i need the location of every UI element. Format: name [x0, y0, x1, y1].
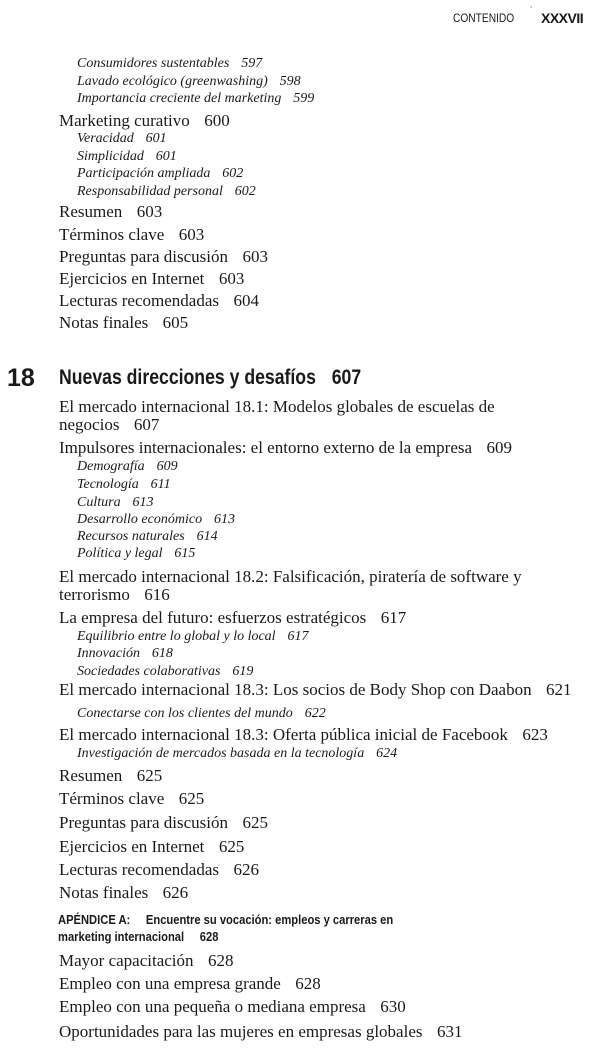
toc-entry — [59, 415, 159, 435]
entry-page: 601 — [155, 148, 177, 164]
toc-entry — [59, 608, 406, 628]
toc-subentry — [77, 130, 167, 147]
entry-page: 622 — [304, 705, 326, 721]
toc-entry — [59, 860, 259, 880]
toc-subentry — [77, 476, 171, 493]
entry-page: 613 — [213, 511, 235, 527]
entry-page: 623 — [522, 725, 548, 744]
entry-page: 626 — [233, 860, 259, 879]
toc-entry — [59, 291, 259, 311]
entry-title: Demografía — [77, 458, 145, 474]
toc-entry — [59, 766, 162, 786]
entry-title: Lavado ecológico (greenwashing) — [77, 73, 268, 89]
entry-title: Cultura — [77, 494, 121, 510]
running-header-section: CONTENIDO — [453, 11, 515, 25]
entry-title: Oportunidades para las mujeres en empresas globales — [59, 1022, 423, 1041]
entry-title: Sociedades colaborativas — [77, 663, 221, 679]
entry-page: 617 — [287, 628, 309, 644]
entry-page: 614 — [196, 528, 218, 544]
toc-entry — [59, 438, 512, 458]
entry-page: 613 — [132, 494, 154, 510]
entry-title: Responsabilidad personal — [77, 183, 223, 199]
entry-title: Simplicidad — [77, 148, 144, 164]
entry-page: 603 — [242, 247, 268, 266]
chapter-page: 607 — [331, 366, 362, 389]
appendix-heading — [58, 912, 393, 928]
toc-entry — [59, 225, 204, 245]
entry-title: El mercado internacional 18.3: Oferta pública inicial de Facebook — [59, 725, 508, 744]
toc-entry — [59, 725, 548, 745]
entry-title: Equilibrio entre lo global y lo local — [77, 628, 276, 644]
toc-entry — [59, 883, 188, 903]
entry-page: 611 — [150, 476, 171, 492]
entry-title: Términos clave — [59, 789, 165, 808]
toc-subentry — [77, 705, 326, 722]
entry-page: 625 — [242, 813, 268, 832]
entry-page: 625 — [178, 789, 205, 808]
entry-page: 628 — [207, 951, 234, 970]
entry-title: Tecnología — [77, 476, 139, 492]
entry-page: 600 — [204, 111, 230, 130]
entry-page: 603 — [218, 269, 245, 288]
entry-page: 601 — [145, 130, 167, 146]
entry-page: 615 — [174, 545, 196, 561]
appendix-heading-line2 — [58, 929, 218, 945]
entry-page: 607 — [133, 415, 160, 434]
toc-subentry — [77, 183, 256, 200]
entry-title: Notas finales — [59, 313, 149, 332]
entry-page: 621 — [546, 680, 572, 699]
entry-title: Investigación de mercados basada en la tecnología — [77, 745, 365, 761]
entry-page: 624 — [376, 745, 398, 761]
entry-title: terrorismo — [59, 585, 130, 604]
toc-subentry — [77, 73, 301, 90]
entry-title: Notas finales — [59, 883, 149, 902]
entry-title: Lecturas recomendadas — [59, 860, 219, 879]
toc-subentry — [77, 148, 177, 165]
entry-title: El mercado internacional 18.3: Los socios de Body Shop con Daabon — [59, 680, 532, 699]
entry-title: Conectarse con los clientes del mundo — [77, 705, 293, 721]
entry-page: 603 — [136, 202, 163, 221]
entry-page: 616 — [144, 585, 170, 604]
toc-entry — [59, 974, 321, 994]
entry-page: 626 — [162, 883, 189, 902]
toc-subentry — [77, 663, 253, 680]
toc-subentry — [77, 528, 218, 545]
entry-title: Desarrollo económico — [77, 511, 203, 527]
entry-title: Preguntas para discusión — [59, 247, 229, 266]
entry-title: Veracidad — [77, 130, 134, 146]
toc-entry — [59, 680, 572, 700]
toc-subentry — [77, 511, 235, 528]
entry-page: 602 — [234, 183, 256, 199]
entry-page: 604 — [233, 291, 259, 310]
toc-entry — [59, 789, 204, 809]
entry-title: negocios — [59, 415, 120, 434]
entry-title: El mercado internacional 18.1: Modelos globales de escuelas de — [59, 397, 495, 416]
toc-entry — [59, 269, 244, 289]
entry-page: 603 — [178, 225, 205, 244]
toc-entry — [59, 313, 188, 333]
toc-subentry — [77, 55, 262, 72]
toc-entry — [59, 997, 406, 1017]
chapter-number: 18 — [7, 364, 35, 392]
entry-title: Resumen — [59, 766, 123, 785]
toc-subentry — [77, 545, 195, 562]
entry-title: Marketing curativo — [59, 111, 190, 130]
entry-page: 609 — [156, 458, 178, 474]
entry-page: 631 — [436, 1022, 463, 1041]
toc-entry — [59, 813, 268, 833]
toc-entry — [59, 397, 495, 417]
entry-page: 625 — [218, 837, 245, 856]
toc-entry — [59, 837, 244, 857]
entry-page: 599 — [293, 90, 315, 106]
entry-page: 609 — [486, 438, 512, 457]
appendix-title-line2: marketing internacional — [58, 929, 185, 944]
toc-entry — [59, 202, 162, 222]
entry-title: Impulsores internacionales: el entorno externo de la empresa — [59, 438, 473, 457]
appendix-title-line1: Encuentre su vocación: empleos y carreras en — [145, 912, 394, 927]
entry-page: 597 — [241, 55, 263, 71]
toc-subentry — [77, 628, 308, 645]
entry-title: Consumidores sustentables — [77, 55, 230, 71]
entry-title: La empresa del futuro: esfuerzos estratégicos — [59, 608, 367, 627]
entry-title: Empleo con una empresa grande — [59, 974, 281, 993]
entry-title: Mayor capacitación — [59, 951, 194, 970]
entry-title: Lecturas recomendadas — [59, 291, 219, 310]
entry-title: Importancia creciente del marketing — [77, 90, 282, 106]
entry-title: Participación ampliada — [77, 165, 211, 181]
toc-entry — [59, 247, 268, 267]
toc-entry — [59, 567, 522, 587]
entry-page: 617 — [380, 608, 407, 627]
entry-title: Recursos naturales — [77, 528, 185, 544]
entry-title: Empleo con una pequeña o mediana empresa — [59, 997, 366, 1016]
toc-subentry — [77, 90, 314, 107]
toc-subentry — [77, 745, 397, 762]
toc-entry — [59, 111, 230, 131]
entry-page: 625 — [136, 766, 163, 785]
entry-title: Términos clave — [59, 225, 165, 244]
toc-entry — [59, 585, 170, 605]
chapter-title — [59, 366, 361, 390]
entry-title: Innovación — [77, 645, 140, 661]
entry-page: 630 — [380, 997, 406, 1016]
entry-page: 618 — [151, 645, 173, 661]
toc-entry — [59, 1022, 462, 1042]
entry-title: Resumen — [59, 202, 123, 221]
entry-title: Política y legal — [77, 545, 163, 561]
chapter-title-text: Nuevas direcciones y desafíos — [59, 366, 316, 389]
entry-page: 602 — [222, 165, 244, 181]
entry-page: 619 — [232, 663, 254, 679]
toc-subentry — [77, 165, 243, 182]
appendix-page: 628 — [199, 929, 219, 944]
appendix-label: APÉNDICE A: — [58, 912, 131, 927]
entry-page: 628 — [295, 974, 321, 993]
entry-page: 605 — [162, 313, 189, 332]
entry-title: El mercado internacional 18.2: Falsificación, piratería de software y — [59, 567, 522, 586]
entry-title: Preguntas para discusión — [59, 813, 229, 832]
toc-subentry — [77, 645, 173, 662]
entry-title: Ejercicios en Internet — [59, 837, 205, 856]
toc-entry — [59, 951, 233, 971]
entry-page: 598 — [279, 73, 301, 89]
toc-subentry — [77, 494, 153, 511]
entry-title: Ejercicios en Internet — [59, 269, 205, 288]
page-number: XXXVII — [541, 10, 584, 26]
header-mark: ˙ — [530, 6, 534, 17]
toc-subentry — [77, 458, 178, 475]
